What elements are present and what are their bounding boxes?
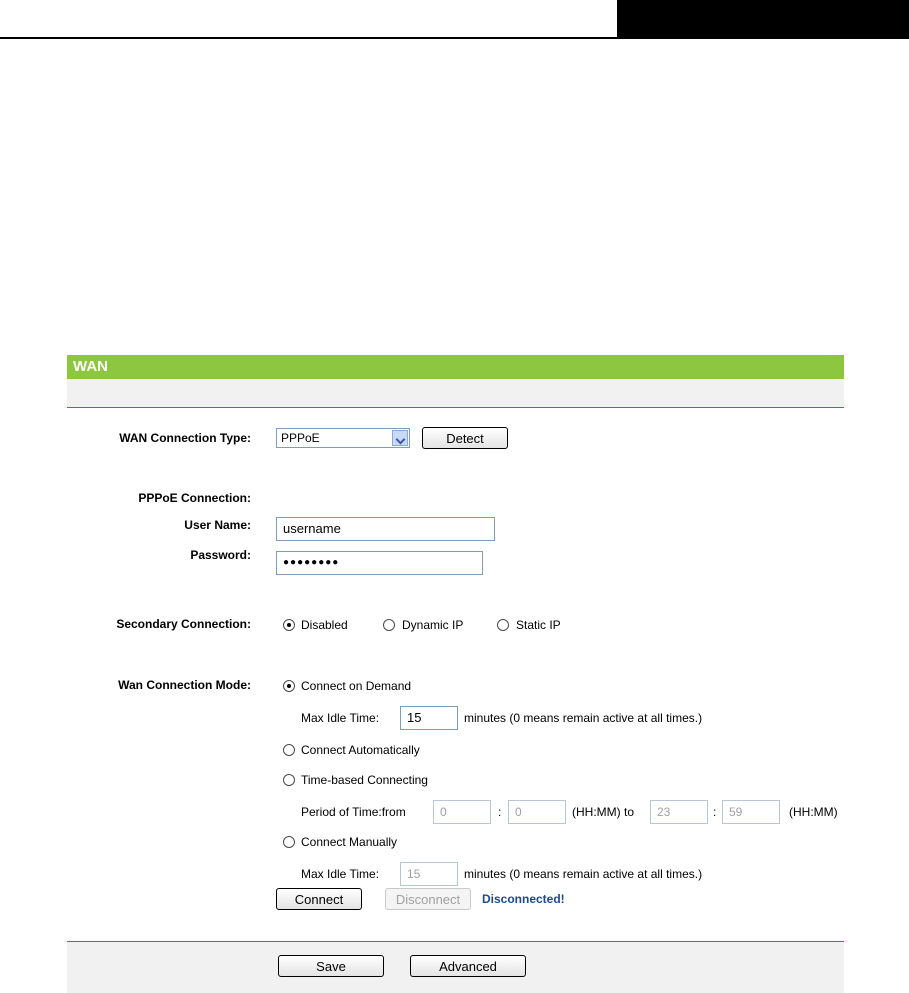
- connect-manually-radio[interactable]: [283, 836, 295, 848]
- hhmm-to-label: (HH:MM) to: [572, 805, 634, 819]
- secondary-static-ip-label: Static IP: [516, 618, 561, 632]
- pppoe-section-label: PPPoE Connection:: [138, 491, 251, 505]
- detect-button[interactable]: Detect: [422, 427, 508, 449]
- wan-type-label: WAN Connection Type:: [119, 431, 251, 445]
- password-label: Password:: [190, 548, 251, 562]
- password-input[interactable]: ●●●●●●●●: [276, 551, 483, 575]
- connect-automatically-radio[interactable]: [283, 744, 295, 756]
- manual-idle-label: Max Idle Time:: [301, 867, 380, 881]
- manual-idle-input[interactable]: 15: [400, 862, 458, 886]
- wan-panel: [67, 355, 844, 974]
- time-colon-2: :: [713, 805, 717, 819]
- max-idle-label: Max Idle Time:: [301, 711, 380, 725]
- secondary-disabled-label: Disabled: [301, 618, 348, 632]
- secondary-dynamic-ip-radio[interactable]: [383, 619, 395, 631]
- panel-title: WAN: [67, 355, 844, 379]
- period-label: Period of Time:from: [301, 805, 406, 819]
- secondary-disabled-radio[interactable]: [283, 619, 295, 631]
- disconnect-button[interactable]: Disconnect: [385, 888, 471, 910]
- advanced-button[interactable]: Advanced: [410, 955, 526, 977]
- wan-type-value: PPPoE: [281, 431, 320, 445]
- time-based-radio[interactable]: [283, 774, 295, 786]
- time-based-label: Time-based Connecting: [301, 773, 428, 787]
- to-hour-input[interactable]: 23: [650, 800, 708, 824]
- from-minute-input[interactable]: 0: [508, 800, 566, 824]
- secondary-connection-label: Secondary Connection:: [116, 617, 251, 631]
- to-minute-input[interactable]: 59: [722, 800, 780, 824]
- max-idle-note: minutes (0 means remain active at all times.): [464, 711, 703, 725]
- user-name-input[interactable]: username: [276, 517, 495, 541]
- save-button[interactable]: Save: [278, 955, 384, 977]
- secondary-static-ip-radio[interactable]: [497, 619, 509, 631]
- panel-title-underbar: [67, 379, 844, 408]
- hhmm-label: (HH:MM): [789, 805, 838, 819]
- chevron-down-icon[interactable]: [392, 430, 408, 446]
- manual-idle-note: minutes (0 means remain active at all times.): [464, 867, 703, 881]
- max-idle-input[interactable]: 15: [400, 706, 458, 730]
- connect-on-demand-radio[interactable]: [283, 680, 295, 692]
- connect-automatically-label: Connect Automatically: [301, 743, 420, 757]
- time-colon-1: :: [498, 805, 502, 819]
- secondary-dynamic-ip-label: Dynamic IP: [402, 618, 464, 632]
- connect-manually-label: Connect Manually: [301, 835, 398, 849]
- header-rule: [0, 37, 617, 39]
- connect-button[interactable]: Connect: [276, 888, 362, 910]
- connect-on-demand-label: Connect on Demand: [301, 679, 412, 693]
- connection-status: Disconnected!: [482, 892, 565, 906]
- wan-type-select[interactable]: [276, 428, 410, 448]
- user-name-label: User Name:: [184, 518, 251, 532]
- wan-connection-mode-label: Wan Connection Mode:: [118, 678, 251, 692]
- from-hour-input[interactable]: 0: [433, 800, 491, 824]
- header-black-block: [617, 0, 909, 39]
